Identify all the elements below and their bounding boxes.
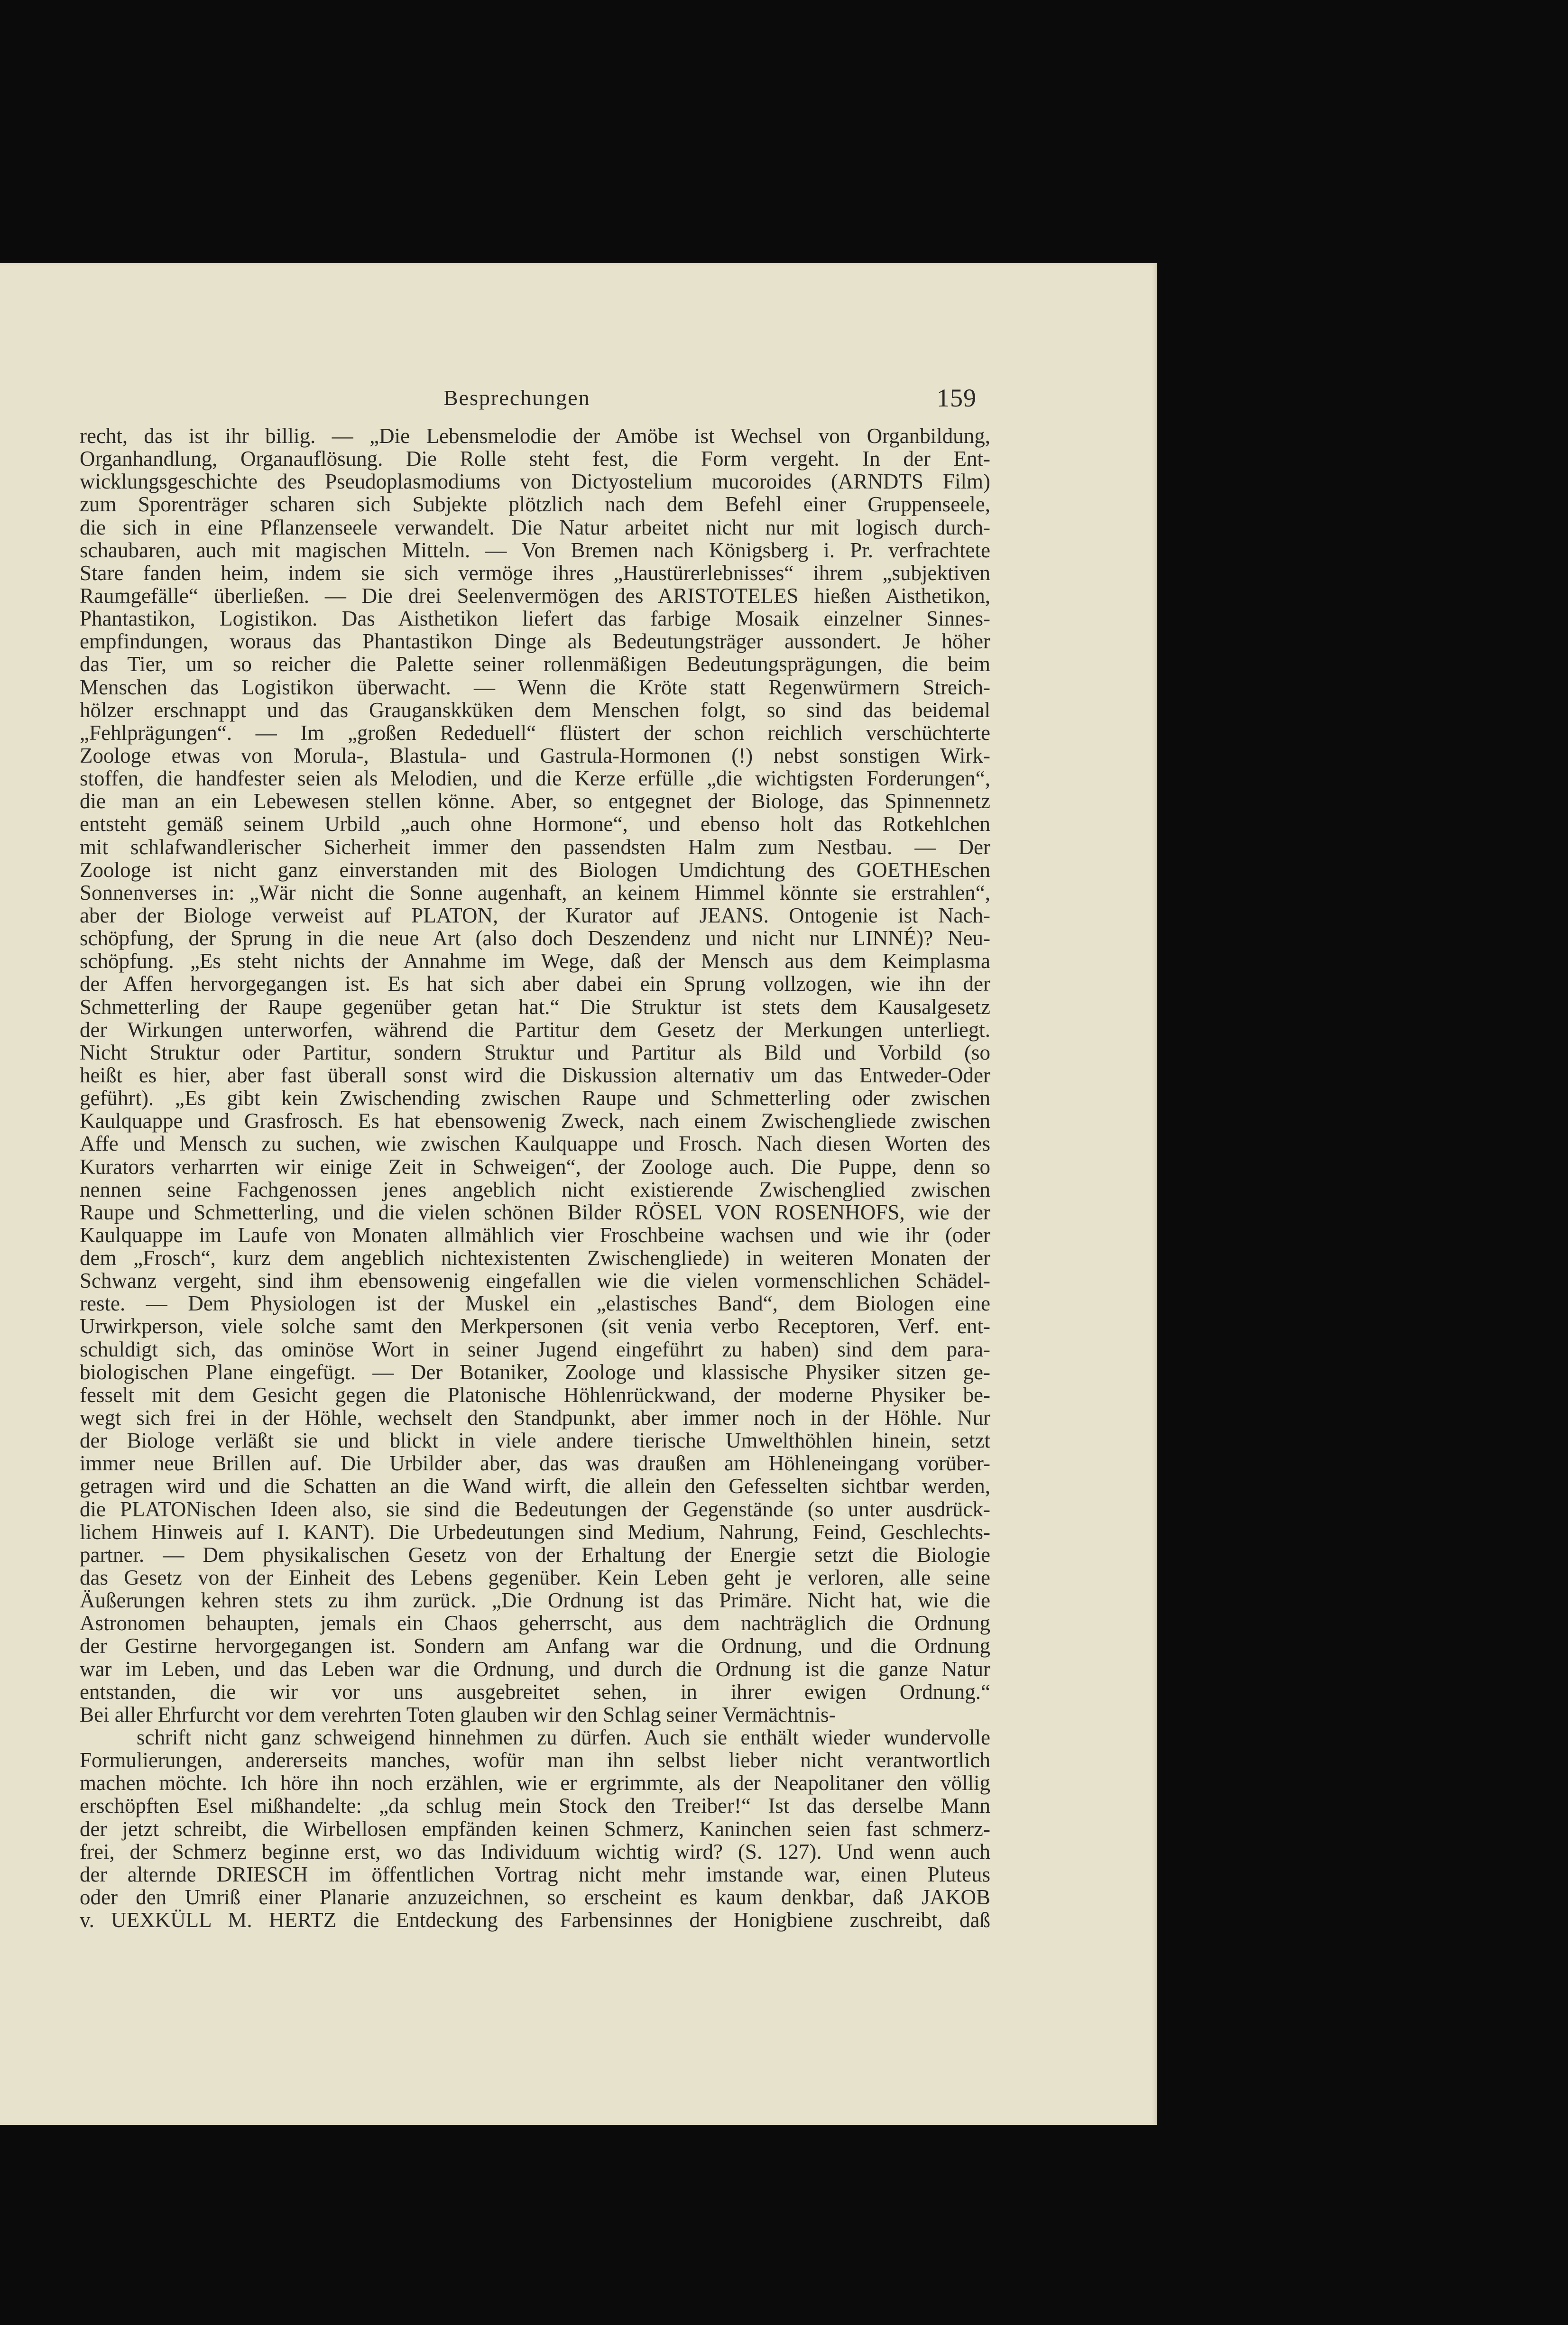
- text-line: biologischen Plane eingefügt. — Der Botaniker, Zoologe und klassische Physiker sitzen ge-: [80, 1360, 990, 1384]
- text-line: „Fehlprägungen“. — Im „großen Rededuell“ flüstert der schon reichlich verschüchterte: [80, 720, 990, 745]
- text-line: Nicht Struktur oder Partitur, sondern Struktur und Partitur als Bild und Vorbild (so: [80, 1040, 990, 1064]
- text-line: oder den Umriß einer Planarie anzuzeichnen, so erscheint es kaum denkbar, daß JAKOB: [80, 1885, 990, 1909]
- text-line: der Affen hervorgegangen ist. Es hat sich aber dabei ein Sprung vollzogen, wie ihn der: [80, 972, 990, 996]
- text-line: wegt sich frei in der Höhle, wechselt den Standpunkt, aber immer noch in der Höhle. Nur: [80, 1406, 990, 1430]
- text-line: partner. — Dem physikalischen Gesetz von der Erhaltung der Energie setzt die Biologie: [80, 1542, 990, 1567]
- text-line: der Gestirne hervorgegangen ist. Sondern am Anfang war die Ordnung, und die Ordnung: [80, 1634, 990, 1658]
- running-head: [0, 385, 1157, 418]
- text-line: schöpfung, der Sprung in die neue Art (also doch Deszendenz und nicht nur LINNÉ)? Neu-: [80, 926, 990, 950]
- text-line: schuldigt sich, das ominöse Wort in seiner Jugend eingeführt zu haben) sind dem para-: [80, 1337, 990, 1361]
- text-line: stoffen, die handfester seien als Melodien, und die Kerze erfülle „die wichtigsten Forderungen“,: [80, 766, 990, 791]
- text-line: heißt es hier, aber fast überall sonst wird die Diskussion alternativ um das Entweder-Oder: [80, 1063, 990, 1087]
- text-line: die sich in eine Pflanzenseele verwandelt. Die Natur arbeitet nicht nur mit logisch durch-: [80, 515, 990, 539]
- text-line: nennen seine Fachgenossen jenes angeblich nicht existierende Zwischenglied zwischen: [80, 1177, 990, 1201]
- text-line: [80, 1931, 990, 1954]
- body-text: [80, 424, 990, 1977]
- text-line: Astronomen behaupten, jemals ein Chaos geherrscht, aus dem nachträglich die Ordnung: [80, 1611, 990, 1635]
- text-line: Kurators verharrten wir einige Zeit in Schweigen“, der Zoologe auch. Die Puppe, denn so: [80, 1154, 990, 1179]
- text-line: Raupe und Schmetterling, und die vielen schönen Bilder RÖSEL VON ROSENHOFS, wie der: [80, 1200, 990, 1224]
- running-head-title: Besprechungen: [443, 386, 590, 410]
- text-line: machen möchte. Ich höre ihn noch erzählen, wie er ergrimmte, als der Neapolitaner den völlig: [80, 1771, 990, 1795]
- text-line: die PLATONischen Ideen also, sie sind die Bedeutungen der Gegenstände (so unter ausdrück-: [80, 1497, 990, 1521]
- text-line: Zoologe ist nicht ganz einverstanden mit des Biologen Umdichtung des GOETHEschen: [80, 858, 990, 882]
- text-line: Urwirkperson, viele solche samt den Merkpersonen (sit venia verbo Receptoren, Verf. ent-: [80, 1314, 990, 1338]
- text-line: v. UEXKÜLL M. HERTZ die Entdeckung des Farbensinnes der Honigbiene zuschreibt, daß: [80, 1908, 990, 1932]
- text-line: Schwanz vergeht, sind ihm ebensowenig eingefallen wie die vielen vormenschlichen Schädel-: [80, 1269, 990, 1293]
- text-line: das Gesetz von der Einheit des Lebens gegenüber. Kein Leben geht je verloren, alle seine: [80, 1566, 990, 1590]
- text-line: fesselt mit dem Gesicht gegen die Platonische Höhlenrückwand, der moderne Physiker be-: [80, 1383, 990, 1407]
- text-line: die man an ein Lebewesen stellen könne. Aber, so entgegnet der Biologe, das Spinnennetz: [80, 789, 990, 813]
- text-line: Kaulquappe im Laufe von Monaten allmählich vier Froschbeine wachsen und wie ihr (oder: [80, 1223, 990, 1247]
- text-line: dem „Frosch“, kurz dem angeblich nichtexistenten Zwischengliede) in weiteren Monaten der: [80, 1246, 990, 1270]
- text-line: Äußerungen kehren stets zu ihm zurück. „Die Ordnung ist das Primäre. Nicht hat, wie die: [80, 1588, 990, 1613]
- text-line: Affe und Mensch zu suchen, wie zwischen Kaulquappe und Frosch. Nach diesen Worten des: [80, 1132, 990, 1156]
- page-number: 159: [937, 384, 977, 412]
- text-line: Organhandlung, Organauflösung. Die Rolle steht fest, die Form vergeht. In der Ent-: [80, 447, 990, 471]
- text-line: getragen wird und die Schatten an die Wand wirft, die allein den Gefesselten sichtbar werden,: [80, 1474, 990, 1498]
- text-line: empfindungen, woraus das Phantastikon Dinge als Bedeutungsträger aussondert. Je höher: [80, 629, 990, 654]
- text-line: hölzer erschnappt und das Grauganskküken dem Menschen folgt, so sind das beidemal: [80, 698, 990, 722]
- text-line: Bei aller Ehrfurcht vor dem verehrten Toten glauben wir den Schlag seiner Vermächtnis-: [80, 1702, 836, 1726]
- text-line: Kaulquappe und Grasfrosch. Es hat ebensowenig Zweck, nach einem Zwischengliede zwischen: [80, 1109, 990, 1133]
- text-line: Stare fanden heim, indem sie sich vermöge ihres „Haustürerlebnisses“ ihrem „subjektiven: [80, 561, 990, 585]
- text-line: lichem Hinweis auf I. KANT). Die Urbedeutungen sind Medium, Nahrung, Feind, Geschlechts-: [80, 1520, 990, 1544]
- text-line: Raumgefälle“ überließen. — Die drei Seelenvermögen des ARISTOTELES hießen Aisthetikon,: [80, 583, 990, 608]
- text-line: entstanden, die wir vor uns ausgebreitet sehen, in ihrer ewigen Ordnung.“: [80, 1679, 990, 1704]
- text-line: schaubaren, auch mit magischen Mitteln. — Von Bremen nach Königsberg i. Pr. verfrachtete: [80, 538, 990, 562]
- text-line: Menschen das Logistikon überwacht. — Wenn die Kröte statt Regenwürmern Streich-: [80, 675, 990, 699]
- text-line: Formulierungen, andererseits manches, wofür man ihn selbst lieber nicht verantwortlich: [80, 1748, 990, 1772]
- text-line: der jetzt schreibt, die Wirbellosen empfänden keinen Schmerz, Kaninchen seien fast schmerz-: [80, 1817, 990, 1841]
- text-line: geführt). „Es gibt kein Zwischending zwischen Raupe und Schmetterling oder zwischen: [80, 1086, 990, 1110]
- text-line: [80, 1954, 990, 1977]
- text-line: der Biologe verläßt sie und blickt in viele andere tierische Umwelthöhlen hinein, setzt: [80, 1429, 990, 1453]
- text-line: wicklungsgeschichte des Pseudoplasmodiums von Dictyostelium mucoroides (ARNDTS Film): [80, 470, 990, 494]
- text-line: der Wirkungen unterworfen, während die Partitur dem Gesetz der Merkungen unterliegt.: [80, 1017, 990, 1042]
- text-line: schrift nicht ganz schweigend hinnehmen zu dürfen. Auch sie enthält wieder wundervolle: [137, 1725, 990, 1750]
- text-line: frei, der Schmerz beginne erst, wo das Individuum wichtig wird? (S. 127). Und wenn auch: [80, 1839, 990, 1864]
- text-line: schöpfung. „Es steht nichts der Annahme im Wege, daß der Mensch aus dem Keimplasma: [80, 949, 990, 973]
- text-line: der alternde DRIESCH im öffentlichen Vortrag nicht mehr imstande war, einen Pluteus: [80, 1862, 990, 1886]
- text-line: Zoologe etwas von Morula-, Blastula- und Gastrula-Hormonen (!) nebst sonstigen Wirk-: [80, 743, 990, 767]
- text-line: Schmetterling der Raupe gegenüber getan hat.“ Die Struktur ist stets dem Kausalgesetz: [80, 995, 990, 1019]
- text-line: war im Leben, und das Leben war die Ordnung, und durch die Ordnung ist die ganze Natur: [80, 1657, 990, 1681]
- text-line: entsteht gemäß seinem Urbild „auch ohne Hormone“, und ebenso holt das Rotkehlchen: [80, 812, 990, 836]
- text-line: zum Sporenträger scharen sich Subjekte plötzlich nach dem Befehl einer Gruppenseele,: [80, 492, 990, 517]
- text-line: erschöpften Esel mißhandelte: „da schlug mein Stock den Treiber!“ Ist das derselbe Mann: [80, 1794, 990, 1818]
- text-line: das Tier, um so reicher die Palette seiner rollenmäßigen Bedeutungsprägungen, die beim: [80, 652, 990, 676]
- text-line: reste. — Dem Physiologen ist der Muskel ein „elastisches Band“, dem Biologen eine: [80, 1292, 990, 1316]
- text-line: recht, das ist ihr billig. — „Die Lebensmelodie der Amöbe ist Wechsel von Organbildung,: [80, 424, 990, 448]
- book-page: [0, 263, 1157, 2125]
- text-line: Sonnenverses in: „Wär nicht die Sonne augenhaft, an keinem Himmel könnte sie erstrahlen“,: [80, 880, 990, 904]
- text-line: immer neue Brillen auf. Die Urbilder aber, das was draußen am Höhleneingang vorüber-: [80, 1451, 990, 1476]
- text-line: aber der Biologe verweist auf PLATON, der Kurator auf JEANS. Ontogenie ist Nach-: [80, 903, 990, 927]
- text-line: mit schlafwandlerischer Sicherheit immer den passendsten Halm zum Nestbau. — Der: [80, 835, 990, 859]
- text-line: Phantastikon, Logistikon. Das Aisthetikon liefert das farbige Mosaik einzelner Sinnes-: [80, 607, 990, 631]
